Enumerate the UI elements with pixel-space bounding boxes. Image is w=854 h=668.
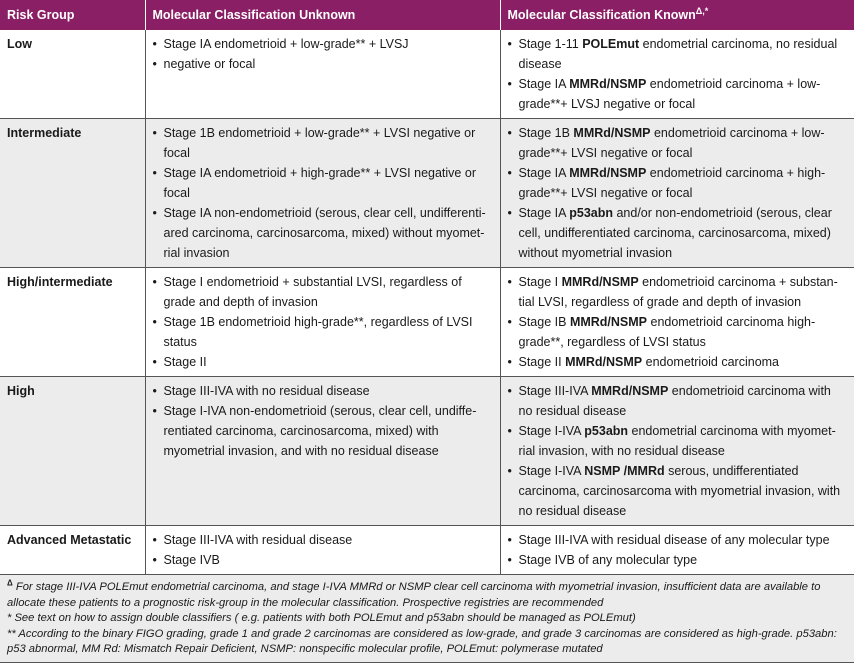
molecular-type-label: MMRd/NSMP bbox=[561, 275, 639, 289]
criteria-item: • negative or focal bbox=[153, 54, 493, 74]
molecular-type-label: MMRd/NSMP bbox=[569, 77, 647, 91]
table-row bbox=[0, 268, 854, 377]
criteria-item bbox=[508, 530, 848, 550]
table-body bbox=[0, 30, 854, 575]
molecular-unknown-cell bbox=[145, 526, 500, 575]
criteria-text: Stage III-IVA bbox=[518, 384, 592, 398]
criteria-text: Stage IA bbox=[518, 206, 570, 220]
header-molecular-unknown bbox=[145, 0, 500, 30]
criteria-list bbox=[153, 272, 493, 372]
criteria-text: Stage 1-11 bbox=[518, 37, 583, 51]
footnote-star: * See text on how to assign double classifiers ( e.g. patients with both POLEmut and p53abn should be managed as POLEmut) bbox=[7, 612, 636, 624]
risk-group-cell: Intermediate bbox=[0, 119, 145, 268]
criteria-text: endometrioid carcinoma high-grade**, regardless of LVSI status bbox=[518, 315, 816, 349]
molecular-unknown-cell bbox=[145, 30, 500, 119]
footnote-delta bbox=[7, 580, 847, 611]
footnote-delta-mark: Δ bbox=[7, 578, 13, 588]
criteria-list bbox=[153, 123, 493, 263]
criteria-list bbox=[508, 123, 848, 263]
criteria-item: • Stage IA endometrioid + high-grade** + LVSI negative or focal bbox=[153, 163, 493, 203]
criteria-text: Stage 1B bbox=[518, 126, 574, 140]
molecular-known-cell bbox=[500, 526, 854, 575]
molecular-known-cell bbox=[500, 30, 854, 119]
criteria-text: endometrioid carcinoma + low-grade**+ LVSI negative or focal bbox=[518, 126, 825, 160]
criteria-text: Stage IVB of any molecular type bbox=[518, 553, 698, 567]
risk-group-cell: High bbox=[0, 377, 145, 526]
criteria-item bbox=[508, 74, 848, 114]
criteria-item bbox=[508, 123, 848, 163]
criteria-item bbox=[508, 203, 848, 263]
criteria-text: endometrial carcinoma, no residual disease bbox=[518, 37, 838, 71]
molecular-type-label: NSMP /MMRd bbox=[584, 464, 665, 478]
table-row bbox=[0, 377, 854, 526]
criteria-text: Stage IB bbox=[518, 315, 570, 329]
criteria-item bbox=[508, 272, 848, 312]
molecular-type-label: POLEmut bbox=[582, 37, 640, 51]
molecular-known-cell bbox=[500, 268, 854, 377]
molecular-type-label: MMRd/NSMP bbox=[591, 384, 669, 398]
criteria-text: Stage IA bbox=[518, 166, 570, 180]
risk-group-cell: Low bbox=[0, 30, 145, 119]
criteria-text: serous, undifferentiated carcinoma, carcinosarcoma with myometrial invasion, with no residual disease bbox=[518, 464, 841, 518]
molecular-type-label: MMRd/NSMP bbox=[565, 355, 643, 369]
criteria-list bbox=[508, 530, 848, 570]
criteria-item bbox=[508, 550, 848, 570]
molecular-unknown-cell bbox=[145, 268, 500, 377]
criteria-text: Stage I-IVA bbox=[518, 464, 585, 478]
criteria-text: endometrial carcinoma with myomet-rial invasion, with no residual disease bbox=[518, 424, 836, 458]
header-risk-group-label: Risk Group bbox=[7, 8, 75, 22]
footnotes bbox=[0, 575, 854, 663]
criteria-list bbox=[153, 530, 493, 570]
criteria-text: endometrioid carcinoma bbox=[642, 355, 780, 369]
table-header bbox=[0, 0, 854, 30]
table-row bbox=[0, 119, 854, 268]
criteria-item: • Stage IA endometrioid + low-grade** + LVSJ bbox=[153, 34, 493, 54]
footnote-double-star: ** According to the binary FIGO grading, grade 1 and grade 2 carcinomas are considered as low-grade, and grade 3 carcinomas are considered as high-grade. p53abn: p53 abnormal, MM Rd: Mismatch Repair Deficient, NSMP: nonspecific molecular profile, POLEmut: polymerase mutated bbox=[7, 627, 837, 655]
criteria-text: Stage II bbox=[518, 355, 566, 369]
criteria-item bbox=[508, 421, 848, 461]
criteria-text: Stage I bbox=[518, 275, 562, 289]
header-risk-group bbox=[0, 0, 145, 30]
header-molecular-known bbox=[500, 0, 854, 30]
header-known-footnote-mark: Δ,* bbox=[695, 5, 709, 16]
criteria-text: endometrioid carcinoma + substan-tial LVSI, regardless of grade and depth of invasion bbox=[518, 275, 838, 309]
header-molecular-unknown-label: Molecular Classification Unknown bbox=[152, 8, 356, 22]
molecular-type-label: p53abn bbox=[584, 424, 629, 438]
header-row bbox=[0, 0, 854, 30]
criteria-list bbox=[508, 381, 848, 521]
criteria-item: • Stage 1B endometrioid high-grade**, regardless of LVSI status bbox=[153, 312, 493, 352]
criteria-item: • Stage IA non-endometrioid (serous, clear cell, undifferenti-ared carcinoma, carcinosarcoma, mixed) without myomet-rial invasion bbox=[153, 203, 493, 263]
criteria-item bbox=[508, 461, 848, 521]
criteria-list bbox=[508, 34, 848, 114]
criteria-item: • Stage I endometrioid + substantial LVSI, regardless of grade and depth of invasion bbox=[153, 272, 493, 312]
risk-group-cell: Advanced Metastatic bbox=[0, 526, 145, 575]
criteria-item bbox=[508, 352, 848, 372]
criteria-text: endometrioid carcinoma with no residual disease bbox=[518, 384, 831, 418]
footnote-delta-text: For stage III-IVA POLEmut endometrial carcinoma, and stage I-IVA MMRd or NSMP clear cell carcinoma with myometrial invasion, insufficient data are available to allocate these patients to a prognostic risk-group in the molecular classification. Prospective registries are recommended bbox=[7, 581, 821, 609]
criteria-text: endometrioid carcinoma + low-grade**+ LVSJ negative or focal bbox=[518, 77, 821, 111]
criteria-text: Stage III-IVA with residual disease of any molecular type bbox=[518, 533, 830, 547]
criteria-item bbox=[508, 163, 848, 203]
criteria-list bbox=[508, 272, 848, 372]
criteria-text: and/or non-endometrioid (serous, clear cell, undifferentiated carcinoma, carcinosarcoma, mixed) without myometrial invasion bbox=[518, 206, 832, 260]
criteria-item: • Stage II bbox=[153, 352, 493, 372]
criteria-item bbox=[508, 34, 848, 74]
molecular-type-label: MMRd/NSMP bbox=[573, 126, 651, 140]
criteria-item: • Stage III-IVA with no residual disease bbox=[153, 381, 493, 401]
table-row bbox=[0, 30, 854, 119]
criteria-item bbox=[508, 312, 848, 352]
criteria-item: • Stage I-IVA non-endometrioid (serous, clear cell, undiffe-rentiated carcinoma, carcinosarcoma, mixed) with myometrial invasion, and with no residual disease bbox=[153, 401, 493, 461]
molecular-known-cell bbox=[500, 377, 854, 526]
criteria-text: endometrioid carcinoma + high-grade**+ LVSI negative or focal bbox=[518, 166, 826, 200]
criteria-list bbox=[153, 34, 493, 74]
criteria-item bbox=[508, 381, 848, 421]
criteria-item: • Stage IVB bbox=[153, 550, 493, 570]
molecular-type-label: MMRd/NSMP bbox=[569, 315, 648, 329]
header-molecular-known-label: Molecular Classification Known bbox=[507, 8, 696, 22]
molecular-known-cell bbox=[500, 119, 854, 268]
molecular-type-label: p53abn bbox=[569, 206, 613, 220]
criteria-text: Stage I-IVA bbox=[518, 424, 585, 438]
molecular-unknown-cell bbox=[145, 377, 500, 526]
molecular-unknown-cell bbox=[145, 119, 500, 268]
criteria-text: Stage IA bbox=[518, 77, 570, 91]
criteria-item: • Stage III-IVA with residual disease bbox=[153, 530, 493, 550]
criteria-item: • Stage 1B endometrioid + low-grade** + LVSI negative or focal bbox=[153, 123, 493, 163]
risk-group-cell: High/intermediate bbox=[0, 268, 145, 377]
criteria-list bbox=[153, 381, 493, 461]
table-row bbox=[0, 526, 854, 575]
molecular-type-label: MMRd/NSMP bbox=[569, 166, 647, 180]
